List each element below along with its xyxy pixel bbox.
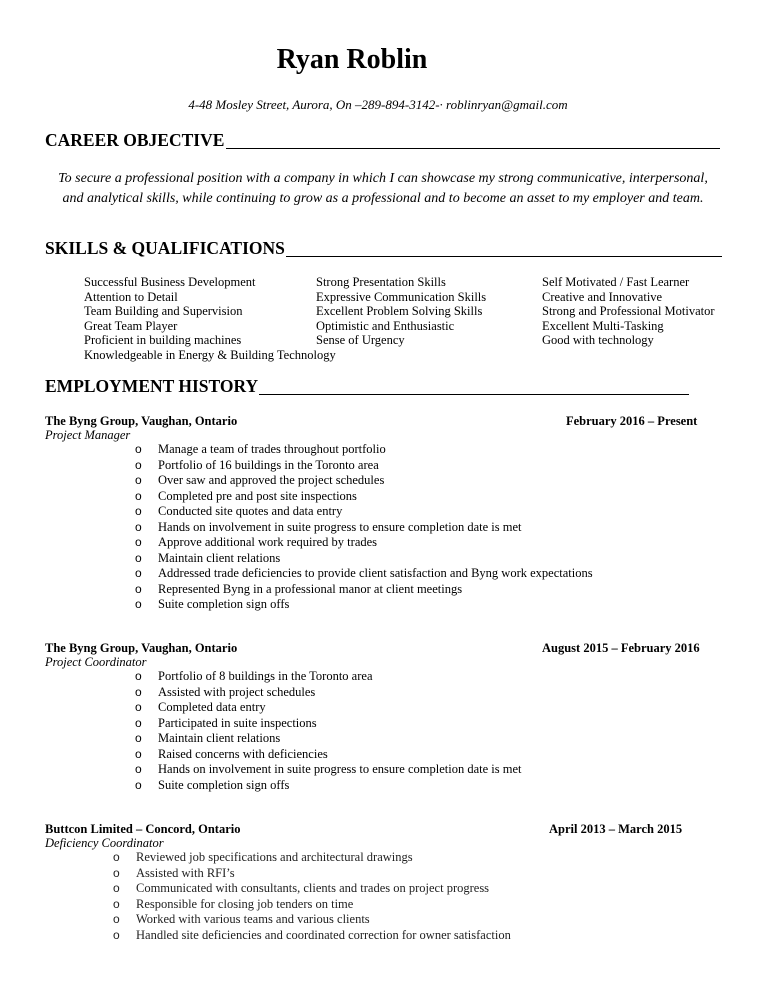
duty-item: [135, 582, 593, 598]
contact-line: 4-48 Mosley Street, Aurora, On –289-894-3142-· roblinryan@gmail.com: [188, 97, 568, 112]
skill-item: Excellent Problem Solving Skills: [316, 304, 483, 319]
skill-item: Knowledgeable in Energy & Building Technology: [84, 347, 336, 362]
duty-item: [135, 597, 593, 613]
duty-text: Responsible for closing job tenders on time: [136, 896, 354, 911]
skill-item: Good with technology: [542, 333, 654, 348]
skill-item: Sense of Urgency: [316, 333, 405, 348]
duty-text: Portfolio of 8 buildings in the Toronto area: [158, 669, 373, 683]
duty-text: Hands on involvement in suite progress to ensure completion date is met: [158, 762, 522, 776]
bullet-marker: o: [135, 715, 142, 730]
bullet-marker: o: [113, 850, 120, 864]
duty-item: [135, 731, 521, 747]
bullet-marker: o: [113, 865, 120, 880]
skill-item: Strong and Professional Motivator: [542, 304, 715, 319]
bullet-marker: o: [135, 457, 142, 472]
candidate-name: Ryan Roblin: [276, 44, 428, 75]
job-1-company: The Byng Group, Vaughan, Ontario: [45, 414, 238, 428]
duty-text: Suite completion sign offs: [158, 597, 290, 611]
duty-text: Conducted site quotes and data entry: [158, 504, 343, 518]
skills-heading: SKILLS & QUALIFICATIONS: [45, 238, 285, 258]
bullet-marker: o: [135, 700, 142, 714]
job-3-dates: April 2013 – March 2015: [549, 822, 683, 836]
duty-text: Raised concerns with deficiencies: [158, 746, 328, 761]
duty-text: Suite completion sign offs: [158, 777, 290, 792]
duty-item: [135, 551, 593, 567]
duty-item: [113, 912, 511, 928]
skills-column-1: [84, 275, 336, 363]
bullet-marker: o: [135, 535, 142, 549]
duty-text: Completed data entry: [158, 700, 266, 714]
duty-item: [135, 566, 593, 582]
career-objective-heading: CAREER OBJECTIVE: [45, 130, 225, 150]
duty-text: Communicated with consultants, clients and trades on project progress: [136, 881, 490, 895]
job-3-company: Buttcon Limited – Concord, Ontario: [45, 822, 241, 836]
skill-item: Optimistic and Enthusiastic: [316, 318, 455, 333]
duty-text: Maintain client relations: [158, 550, 281, 565]
duty-item: [135, 762, 521, 778]
job-2-dates: August 2015 – February 2016: [542, 641, 700, 655]
duty-text: Hands on involvement in suite progress to ensure completion date is met: [158, 519, 522, 534]
skills-column-2: [316, 275, 486, 348]
employment-heading: EMPLOYMENT HISTORY: [45, 376, 259, 396]
bullet-marker: o: [135, 684, 142, 699]
skill-item: Strong Presentation Skills: [316, 275, 446, 289]
skills-column-3: [542, 275, 715, 348]
bullet-marker: o: [135, 731, 142, 745]
bullet-marker: o: [113, 881, 120, 895]
duty-item: [113, 850, 511, 866]
job-2-title: Project Coordinator: [45, 655, 147, 669]
duty-item: [135, 778, 521, 794]
duty-item: [113, 897, 511, 913]
duty-text: Reviewed job specifications and architectural drawings: [136, 850, 413, 864]
duty-text: Portfolio of 16 buildings in the Toronto area: [158, 457, 379, 472]
bullet-marker: o: [113, 912, 120, 926]
bullet-marker: o: [135, 442, 142, 456]
bullet-marker: o: [135, 597, 142, 611]
duty-item: [135, 489, 593, 505]
duty-text: Manage a team of trades throughout portfolio: [158, 442, 386, 456]
bullet-marker: o: [135, 473, 142, 487]
job-1-dates: February 2016 – Present: [566, 414, 698, 428]
skill-item: Creative and Innovative: [542, 289, 663, 304]
duty-item: [135, 700, 521, 716]
duty-text: Addressed trade deficiencies to provide client satisfaction and Byng work expectations: [158, 566, 593, 580]
duty-item: [113, 881, 511, 897]
job-2-duties: [135, 669, 521, 793]
bullet-marker: o: [135, 504, 142, 518]
bullet-marker: o: [135, 777, 142, 792]
career-objective-rule: [226, 148, 720, 149]
skill-item: Successful Business Development: [84, 275, 256, 289]
job-1-duties: [135, 442, 593, 613]
duty-text: Participated in suite inspections: [158, 715, 317, 730]
bullet-marker: o: [113, 896, 120, 911]
duty-text: Represented Byng in a professional manor at client meetings: [158, 581, 463, 596]
skill-item: Team Building and Supervision: [84, 304, 243, 319]
duty-item: [135, 535, 593, 551]
bullet-marker: o: [135, 488, 142, 503]
duty-item: [135, 747, 521, 763]
duty-text: Handled site deficiencies and coordinated correction for owner satisfaction: [136, 927, 511, 942]
job-3-duties: [113, 850, 511, 943]
job-3-title: Deficiency Coordinator: [45, 836, 164, 850]
duty-item: [135, 473, 593, 489]
skill-item: Expressive Communication Skills: [316, 289, 487, 304]
job-2-company: The Byng Group, Vaughan, Ontario: [45, 641, 238, 655]
bullet-marker: o: [113, 927, 120, 942]
skill-item: Proficient in building machines: [84, 333, 242, 348]
duty-item: [135, 504, 593, 520]
skill-item: Self Motivated / Fast Learner: [542, 275, 690, 289]
duty-item: [113, 928, 511, 944]
duty-text: Worked with various teams and various clients: [136, 912, 370, 926]
skill-item: Excellent Multi-Tasking: [542, 318, 664, 333]
duty-text: Over saw and approved the project schedules: [158, 473, 385, 487]
duty-item: [135, 520, 593, 536]
duty-item: [135, 458, 593, 474]
job-1-title: Project Manager: [45, 428, 131, 442]
bullet-marker: o: [135, 669, 142, 683]
duty-item: [135, 716, 521, 732]
skill-item: Attention to Detail: [84, 289, 178, 304]
duty-text: Approve additional work required by trades: [158, 535, 378, 549]
career-objective-text: To secure a professional position with a company in which I can showcase my strong communicative, interpersonal, and analytical skills, while continuing to grow as a professional and to become an asset to my employer and team.: [58, 171, 708, 206]
duty-text: Assisted with project schedules: [158, 684, 316, 699]
duty-item: [135, 442, 593, 458]
bullet-marker: o: [135, 550, 142, 565]
duty-text: Maintain client relations: [158, 731, 281, 745]
duty-item: [135, 685, 521, 701]
duty-text: Assisted with RFI’s: [136, 865, 235, 880]
skill-item: Great Team Player: [84, 318, 178, 333]
employment-rule: [259, 394, 689, 395]
duty-item: [113, 866, 511, 882]
duty-text: Completed pre and post site inspections: [158, 488, 357, 503]
bullet-marker: o: [135, 581, 142, 596]
duty-item: [135, 669, 521, 685]
skills-rule: [286, 256, 722, 257]
bullet-marker: o: [135, 519, 142, 534]
bullet-marker: o: [135, 762, 142, 776]
bullet-marker: o: [135, 566, 142, 580]
bullet-marker: o: [135, 746, 142, 761]
